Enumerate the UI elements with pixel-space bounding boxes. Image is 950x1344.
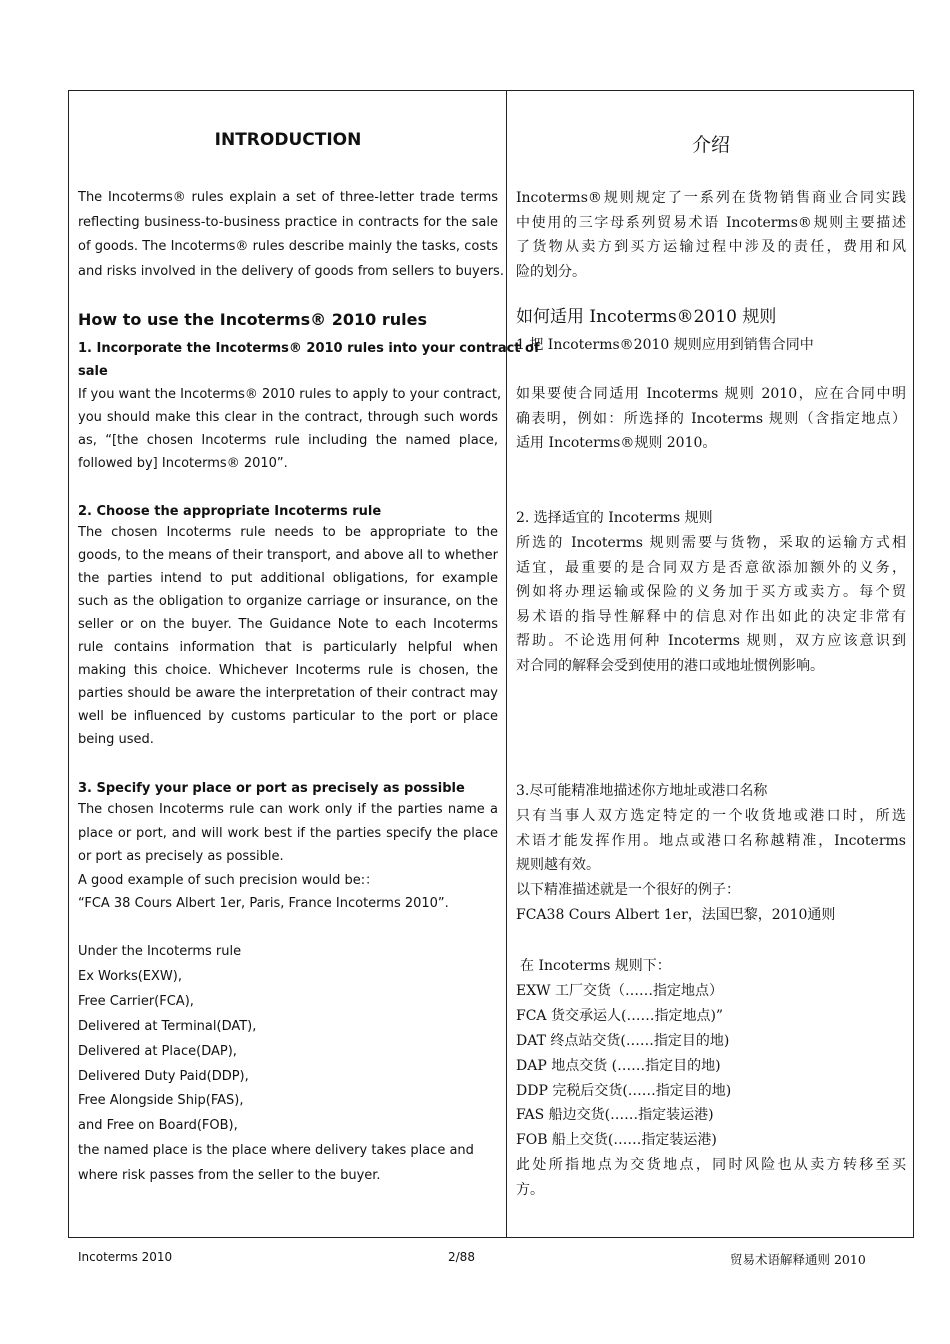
section2-heading-en: 2. Choose the appropriate Incoterms rule (78, 504, 382, 519)
section2-body-zh-line: 例如将办理运输或保险的义务加于买方或卖方。每个贸 (516, 584, 906, 601)
section2-body-line: parties should be aware the interpretation of their contract may (78, 686, 498, 701)
section1-heading-line: 1. Incorporate the Incoterms® 2010 rules into your contract of (78, 341, 540, 356)
section1-heading-line: sale (78, 364, 108, 379)
section2-body-line: goods, to the means of their transport, and above all to whether (78, 548, 498, 563)
section3-body-line: “FCA 38 Cours Albert 1er, Paris, France Incoterms 2010”. (78, 896, 449, 911)
title-zh: 介绍 (691, 134, 730, 156)
rules-list-item: Under the Incoterms rule (78, 944, 242, 959)
section2-body-zh-line: 适宜，最重要的是合同双方是否意欲添加额外的义务， (516, 559, 906, 576)
intro-en (78, 186, 504, 284)
rules-list-zh-item: 在 Incoterms 规则下： (520, 958, 671, 974)
intro-en-line: of goods. The Incoterms® rules describe mainly the tasks, costs (78, 239, 498, 255)
how-to-heading-en: How to use the Incoterms® 2010 rules (78, 310, 427, 329)
section1-heading-zh: 1.把 Incoterms®2010 规则应用到销售合同中 (516, 337, 814, 353)
section3-body-line: place or port, and will work best if the parties specify the place (78, 825, 498, 841)
section3-body-line: A good example of such precision would be:： (78, 872, 379, 888)
section2-body-zh (516, 531, 906, 679)
rules-list-zh-item: EXW 工厂交货（……指定地点） (516, 982, 724, 999)
rules-list-item: Ex Works(EXW), (78, 968, 182, 984)
section2-body-zh-line: 帮助。不论选用何种 Incoterms 规则，双方应该意识到 (516, 633, 906, 650)
footer-title-zh: 贸易术语解释通则 2010 (730, 1252, 866, 1267)
rules-list-zh-item: FCA 货交承运人(……指定地点)” (516, 1007, 724, 1024)
rules-list-item: Delivered at Place(DAP), (78, 1043, 237, 1059)
section2-body-en (78, 521, 498, 751)
section2-body-zh-line: 易术语的指导性解释中的信息对作出如此的决定非常有 (516, 608, 906, 625)
intro-en-line: reflecting business-to-business practice in contracts for the sale (78, 214, 498, 230)
section2-heading-zh: 2. 选择适宜的 Incoterms 规则 (516, 510, 713, 526)
section3-heading-zh: 3.尽可能精准地描述你方地址或港口名称 (516, 783, 768, 799)
rules-list-zh-item: 方。 (516, 1182, 544, 1199)
rules-list-item: Delivered Duty Paid(DDP), (78, 1068, 249, 1084)
page-number: 2/88 (448, 1250, 475, 1264)
section1-body-zh-line: 确表明，例如：所选择的 Incoterms 规则（含指定地点） (516, 410, 906, 427)
section1-body-zh-line: 适用 Incoterms®规则 2010。 (516, 435, 717, 452)
how-to-heading-zh: 如何适用 Incoterms®2010 规则 (516, 307, 777, 327)
section3-body-zh-line: 以下精准描述就是一个很好的例子： (516, 882, 740, 899)
section3-body-zh-line: 只有当事人双方选定特定的一个收货地或港口时，所选 (516, 808, 906, 824)
section2-body-line: making this choice. Whichever Incoterms rule is chosen, the (78, 663, 498, 678)
rules-list-item: Delivered at Terminal(DAT), (78, 1018, 257, 1034)
section2-body-line: seller or on the buyer. The Guidance Note to each Incoterms (78, 617, 498, 632)
rules-list-zh-item: DAP 地点交货 (……指定目的地) (516, 1057, 721, 1074)
rules-list-item: Free Alongside Ship(FAS), (78, 1093, 244, 1109)
intro-zh-line: 中使用的三字母系列贸易术语 Incoterms®规则主要描述 (516, 214, 906, 231)
section2-body-line: the parties intend to put additional obligations, for example (78, 571, 498, 586)
intro-zh-line: 险的划分。 (516, 263, 586, 280)
section2-body-line: such as the obligation to organize carriage or insurance, on the (78, 594, 498, 609)
section3-body-line: or port as precisely as possible. (78, 849, 284, 864)
rules-list-zh-item: FAS 船边交货(……指定装运港) (516, 1107, 714, 1124)
column-divider (506, 90, 507, 1238)
rules-list-item: the named place is the place where delivery takes place and (78, 1143, 474, 1159)
section1-body-zh (516, 382, 906, 456)
section2-body-line: being used. (78, 732, 154, 747)
intro-zh-line: Incoterms®规则规定了一系列在货物销售商业合同实践 (516, 190, 906, 206)
section3-body-en (78, 798, 498, 916)
rules-list-en (78, 940, 498, 1189)
intro-zh (516, 186, 906, 284)
rules-list-zh-item: DDP 完税后交货(……指定目的地) (516, 1082, 732, 1099)
section2-body-line: The chosen Incoterms rule needs to be appropriate to the (78, 525, 498, 540)
section3-body-zh (516, 804, 906, 928)
section1-body-line: you should make this clear in the contract, through such words (78, 410, 498, 425)
rules-list-zh-item: DAT 终点站交货(……指定目的地) (516, 1032, 730, 1049)
section3-body-zh-line: 术语才能发挥作用。地点或港口名称越精准，Incoterms (516, 832, 906, 849)
intro-en-line: The Incoterms® rules explain a set of three-letter trade terms (78, 190, 498, 205)
rules-list-item: where risk passes from the seller to the buyer. (78, 1168, 381, 1184)
section2-body-line: rule contains information that is particularly helpful when (78, 640, 498, 655)
title-en: INTRODUCTION (214, 130, 362, 150)
section1-body-zh-line: 如果要使合同适用 Incoterms 规则 2010，应在合同中明 (516, 386, 906, 402)
section3-body-zh-line: 规则越有效。 (516, 857, 600, 874)
rules-list-zh-item: 此处所指地点为交货地点，同时风险也从卖方转移至买 (516, 1157, 906, 1174)
rules-list-zh (516, 954, 906, 1203)
section2-body-line: well be influenced by customs particular to the port or place (78, 709, 498, 724)
rules-list-zh-item: FOB 船上交货(……指定装运港) (516, 1132, 717, 1149)
section1-heading-en (78, 337, 540, 383)
section1-body-line: followed by] Incoterms® 2010”. (78, 456, 288, 471)
section3-body-line: The chosen Incoterms rule can work only if the parties name a (78, 802, 498, 817)
section3-heading-en: 3. Specify your place or port as precisely as possible (78, 781, 465, 796)
intro-zh-line: 了货物从卖方到买方运输过程中涉及的责任，费用和风 (516, 239, 906, 256)
rules-list-item: Free Carrier(FCA), (78, 993, 194, 1009)
section2-body-zh-line: 所选的 Incoterms 规则需要与货物，采取的运输方式相 (516, 535, 906, 551)
section2-body-zh-line: 对合同的解释会受到使用的港口或地址惯例影响。 (516, 657, 824, 674)
intro-en-line: and risks involved in the delivery of goods from sellers to buyers. (78, 263, 504, 279)
section1-body-line: as, “[the chosen Incoterms rule including the named place, (78, 433, 498, 448)
section1-body-line: If you want the Incoterms® 2010 rules to apply to your contract, (78, 387, 502, 402)
rules-list-item: and Free on Board(FOB), (78, 1118, 238, 1134)
footer-title: Incoterms 2010 (78, 1250, 173, 1264)
section1-body-en (78, 383, 502, 475)
section3-body-zh-line: FCA38 Cours Albert 1er，法国巴黎，2010通则 (516, 906, 836, 923)
